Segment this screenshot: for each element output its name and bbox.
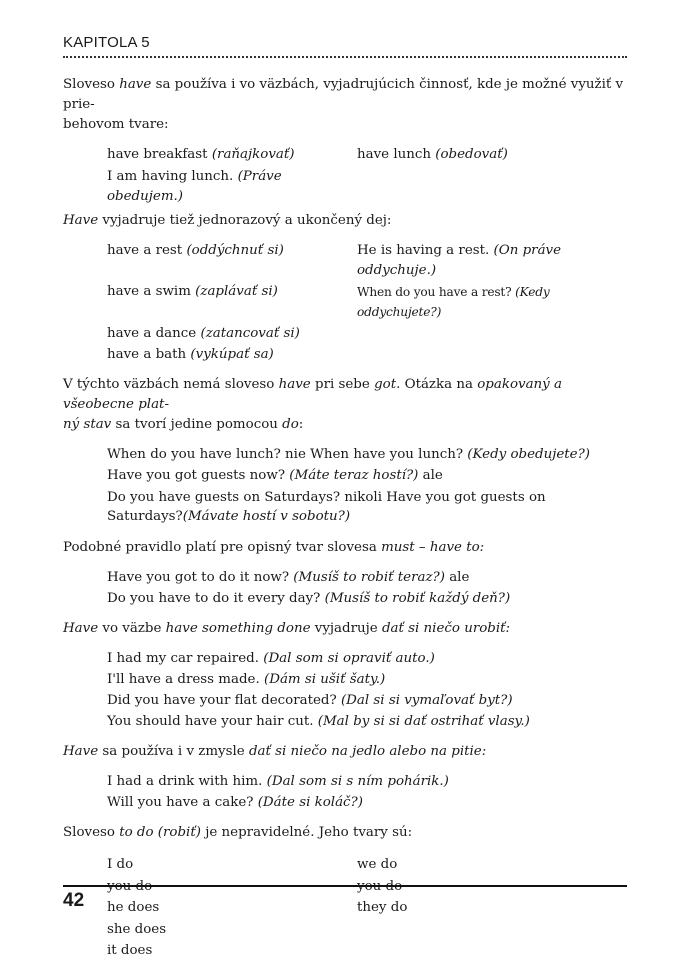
- example-item: [357, 167, 627, 207]
- example-line: Have you got guests now? (Máte teraz hostí?) ale: [107, 468, 443, 483]
- paragraph-have-eat-drink: Have sa používa i v zmysle dať si niečo na jedlo alebo na pitie:: [63, 744, 487, 759]
- example-item: have a swim (zaplávať si): [107, 284, 278, 299]
- conjugation-item: [357, 941, 627, 961]
- paragraph-have-progressive: Sloveso have sa používa i vo väzbách, vyjadrujúcich činnosť, kde je možné využiť v prie- behovom tvare:: [63, 77, 624, 132]
- example-list: [63, 445, 627, 526]
- conjugation-item: [357, 920, 627, 940]
- example-line: I had my car repaired. (Dal som si opraviť auto.): [107, 651, 435, 666]
- example-line: Have you got to do it now? (Musíš to robiť teraz?) ale: [107, 570, 470, 585]
- example-line: I had a drink with him. (Dal som si s ním pohárik.): [107, 774, 449, 789]
- example-line: Saturdays?(Mávate hostí v sobotu?): [107, 509, 351, 524]
- example-line: When do you have lunch? nie When have you lunch? (Kedy obedujete?): [107, 447, 591, 462]
- example-item: [357, 345, 627, 365]
- chapter-header: [63, 34, 627, 58]
- example-item: [357, 324, 627, 344]
- conjugation-item: we do: [357, 857, 398, 872]
- conjugation-item: you do: [357, 878, 403, 894]
- example-list: [63, 649, 627, 732]
- conjugation-item: he does: [107, 900, 160, 915]
- example-list: [63, 772, 627, 813]
- conjugation-item: they do: [357, 900, 408, 915]
- example-line: Did you have your flat decorated? (Dal si si vymaľovať byt?): [107, 693, 513, 708]
- example-item: have a bath (vykúpať sa): [107, 347, 274, 362]
- example-line: Do you have guests on Saturdays? nikoli Have you got guests on: [107, 490, 546, 505]
- example-item: He is having a rest. (On práve oddychuje.): [357, 242, 562, 278]
- example-grid: [63, 241, 627, 366]
- example-item: have breakfast (raňajkovať): [107, 147, 295, 162]
- example-line: You should have your hair cut. (Mal by si si dať ostrihať vlasy.): [107, 714, 530, 729]
- page-number: 42: [63, 890, 85, 911]
- example-item: When do you have a rest? (Kedy oddychujete?): [357, 285, 550, 319]
- example-item: have a dance (zatancovať si): [107, 325, 300, 341]
- conjugation-item: you do: [107, 878, 153, 894]
- conjugation-item: I do: [107, 857, 134, 872]
- footer-rule: [63, 885, 627, 887]
- paragraph-to-do-forms: Sloveso to do (robiť) je nepravidelné. Jeho tvary sú:: [63, 825, 413, 840]
- example-grid: [63, 145, 627, 207]
- paragraph-have-do-questions: V týchto väzbách nemá sloveso have pri sebe got. Otázka na opakovaný a všeobecne plat- ný stav sa tvorí jedine pomocou do:: [63, 377, 562, 432]
- paragraph-must-have-to: Podobné pravidlo platí pre opisný tvar slovesa must – have to:: [63, 540, 485, 555]
- example-line: I'll have a dress made. (Dám si ušiť šaty.): [107, 672, 386, 687]
- conjugation-item: she does: [107, 921, 167, 937]
- chapter-title: KAPITOLA 5: [63, 34, 150, 51]
- conjugation-grid: [63, 855, 627, 961]
- example-item: have lunch (obedovať): [357, 147, 508, 162]
- page-content: [63, 75, 627, 965]
- example-item: I am having lunch. (Práve obedujem.): [107, 168, 282, 204]
- conjugation-item: it does: [107, 943, 153, 958]
- paragraph-have-something-done: Have vo väzbe have something done vyjadruje dať si niečo urobiť:: [63, 621, 511, 636]
- example-item: have a rest (oddýchnuť si): [107, 242, 284, 258]
- example-list: [63, 568, 627, 609]
- paragraph-have-single-action: Have vyjadruje tiež jednorazový a ukončený dej:: [63, 212, 392, 228]
- example-line: Do you have to do it every day? (Musíš to robiť každý deň?): [107, 591, 511, 606]
- example-line: Will you have a cake? (Dáte si koláč?): [107, 795, 363, 810]
